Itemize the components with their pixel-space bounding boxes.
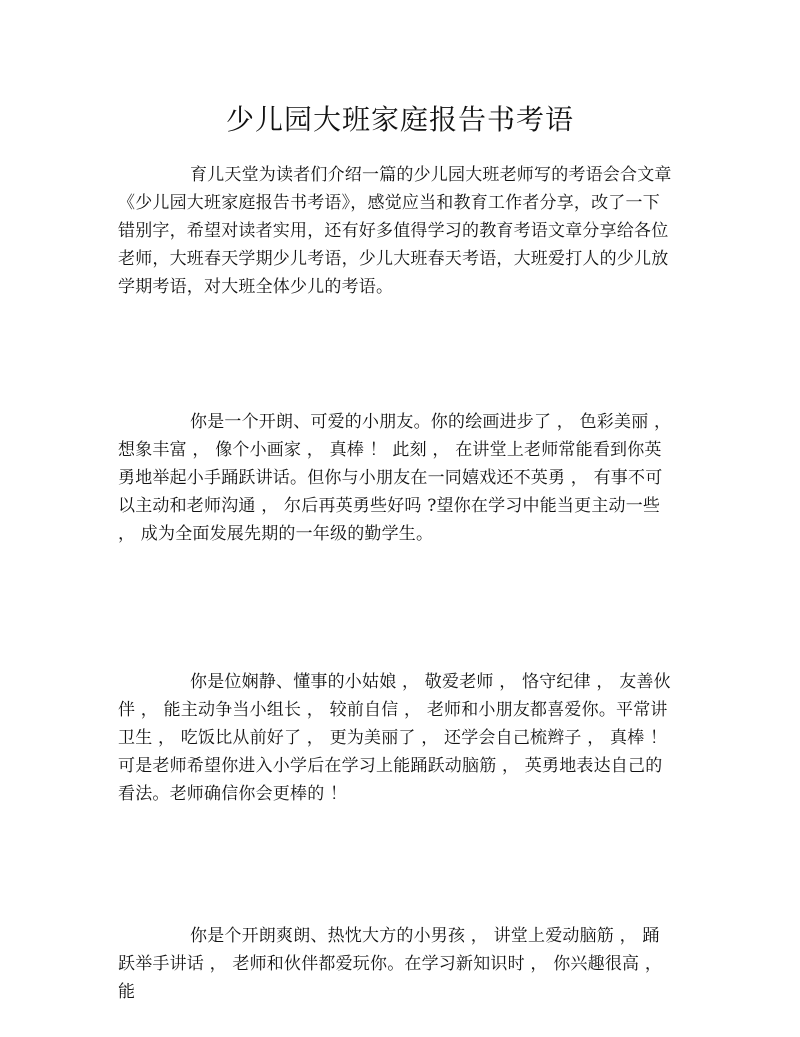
comment-paragraph-2: 你是位娴静、懂事的小姑娘 ， 敬爱老师 ， 恪守纪律 ， 友善伙伴 ， 能主动争当小组长 ， 较前自信 ， 老师和小朋友都喜爱你。平常讲卫生 ， 吃饭比从前好了 ， 更为美丽了 ， 还学会自己梳辫子 ， 真棒 ！ 可是老师希望你进入小学后在学习上能踊跃动脑筋 ， 英勇地表达自己的看法。老师确信你会更棒的 ！ [118,672,671,804]
document-title: 少儿园大班家庭报告书考语 [225,103,574,136]
intro-paragraph: 育儿天堂为读者们介绍一篇的少儿园大班老师写的考语会合文章《少儿园大班家庭报告书考语》，感觉应当和教育工作者分享，改了一下错别字，希望对读者实用，还有好多值得学习的教育考语文章分享给各位老师，大班春天学期少儿考语，少儿大班春天考语，大班爱打人的少儿放学期考语，对大班全体少儿的考语。 [118,165,672,297]
comment-paragraph-3: 你是个开朗爽朗、热忱大方的小男孩 ， 讲堂上爱动脑筋 ， 踊跃举手讲话 ， 老师和伙伴都爱玩你。在学习新知识时 ， 你兴趣很高 ， 能 [118,926,663,1002]
comment-paragraph-1: 你是一个开朗、可爱的小朋友。你的绘画进步了 ， 色彩美丽 ， 想象丰富 ， 像个小画家 ， 真棒 ！ 此刻 ， 在讲堂上老师常能看到你英勇地举起小手踊跃讲话。但你与小朋友在一同嬉戏还不英勇 ， 有事不可以主动和老师沟通 ， 尔后再英勇些好吗 ?望你在学习中能当更主动一些 ， 成为全面发展先期的一年级的勤学生。 [118,412,672,544]
